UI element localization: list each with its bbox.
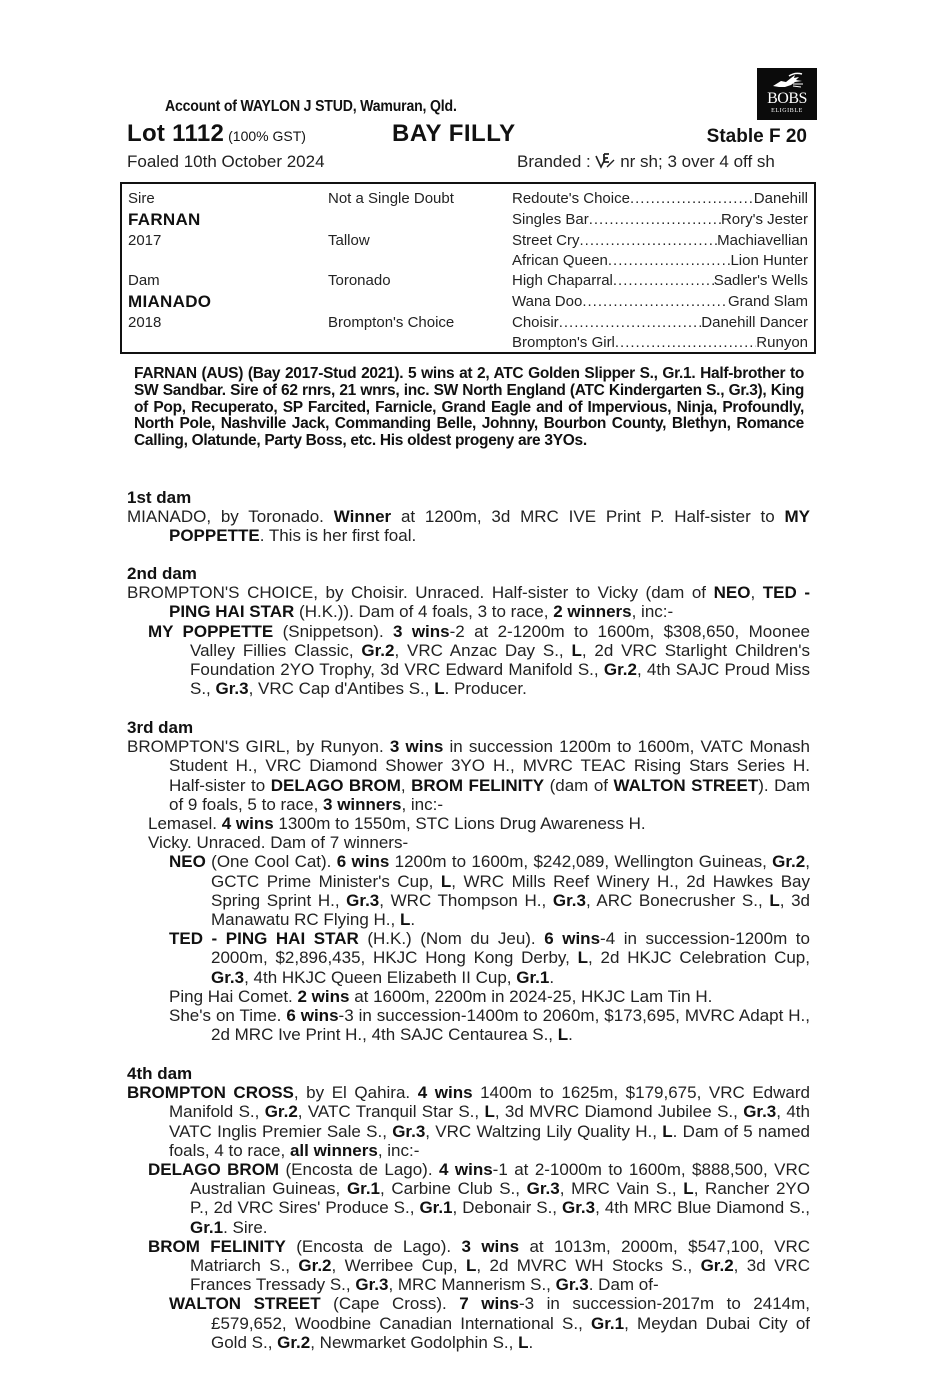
section-heading: 3rd dam [127,718,194,737]
grandparent-row [512,334,808,351]
pedigree-paragraph: BROMPTON'S CHOICE, by Choisir. Unraced. Half-sister to Vicky (dam of NEO, TED - PING HAI STAR (H.K.)). Dam of 4 foals, 3 to race, 2 winners, inc:- [127,583,810,622]
dam-section-3 [127,718,810,1044]
horse-head-icon [769,72,805,92]
lot-label: Lot 1112 [127,120,225,147]
grandparent-row [512,272,808,289]
dam-section-4 [127,1064,810,1352]
grandparent-name: Redoute's Choice [512,190,630,207]
gst-note: (100% GST) [228,128,306,144]
grandparent-row [512,211,808,228]
pedigree-paragraph: MY POPPETTE (Snippetson). 3 wins-2 at 2-1200m to 1600m, $308,650, Moonee Valley Fillies Classic, Gr.2, VRC Anzac Day S., L, 2d VRC Starlight Children's Foundation 2YO Trophy, 3d VRC Edward Manifold S., Gr.2, 4th SAJC Proud Miss S., Gr.3, VRC Cap d'Antibes S., L. Producer. [148,621,811,699]
grandparent-sire: Danehill [753,190,808,207]
grandparent-name: Street Cry [512,232,580,249]
dam-paragraphs [127,507,810,545]
bobs-eligible-logo [757,68,817,120]
dam-paragraphs [127,583,810,698]
leader-dots [589,211,721,228]
grandparent-sire: Grand Slam [727,293,808,310]
dam-year: 2018 [128,314,162,331]
sire-summary: FARNAN (AUS) (Bay 2017-Stud 2021). 5 wins at 2, ATC Golden Slipper S., Gr.1. Half-brother to SW Sandbar. Sire of 62 rnrs, 21 wnrs, inc. SW North England (ATC Kindergarten S., Gr.3), King of Pop, Recuperato, SP Farcited, Farnicle, Grand Eagle and of Impervious, Ninja, Profoundly, North Pole, Nashville Jack, Commanding Belle, Johnny, Bourbon County, Blethyn, Romance Calling, Olatunde, Party Boss, etc. His oldest progeny are 3YOs. [134,365,804,450]
grandparent-name: Brompton's Girl [512,334,615,351]
grandparent-sire: Machiavellian [717,232,808,249]
dam-label: Dam [128,272,160,289]
grandparent-row [512,232,808,249]
pedigree-paragraph: BROMPTON CROSS, by El Qahira. 4 wins 1400m to 1625m, $179,675, VRC Edward Manifold S., Gr.2, VATC Tranquil Star S., L, 3d MVRC Diamond Jubilee S., Gr.3, 4th VATC Inglis Premier Sale S., Gr.3, VRC Waltzing Lily Quality H., L. Dam of 5 named foals, 4 to race, all winners, inc:- [127,1083,811,1160]
leader-dots [559,314,702,331]
grandparent-sire: Sadler's Wells [713,272,808,289]
pedigree-paragraph: She's on Time. 6 wins-3 in succession-1400m to 2060m, $173,695, MVRC Adapt H., 2d MRC Ive Print H., 4th SAJC Centaurea S., L. [169,1006,810,1045]
grandparent-row [512,190,808,207]
branded-info [517,152,775,172]
grandparent-sire: Danehill Dancer [701,314,808,331]
leader-dots [582,293,728,310]
dam-dam: Brompton's Choice [328,314,455,331]
brand-mark-icon [595,153,615,169]
stable-location: Stable F 20 [706,126,807,147]
grandparent-name: Choisir [512,314,559,331]
grandparent-row [512,252,808,269]
branded-detail: nr sh; 3 over 4 off sh [620,152,775,171]
sire-name: FARNAN [128,210,201,229]
section-heading: 4th dam [127,1064,193,1083]
leader-dots [630,190,754,207]
section-heading: 2nd dam [127,564,197,583]
leader-dots [615,334,756,351]
grandparent-row [512,293,808,310]
grandparent-name: Singles Bar [512,211,589,228]
grandparent-sire: Runyon [756,334,808,351]
grandparent-sire: Rory's Jester [720,211,808,228]
sire-sire: Not a Single Doubt [328,190,454,207]
grandparent-sire: Lion Hunter [730,252,808,269]
logo-subtitle: ELIGIBLE [771,108,803,114]
pedigree-paragraph: MIANADO, by Toronado. Winner at 1200m, 3d MRC IVE Print P. Half-sister to MY POPPETTE. This is her first foal. [127,507,810,546]
dam-paragraphs [127,1083,810,1352]
lot-header [127,120,810,150]
pedigree-paragraph: BROMPTON'S GIRL, by Runyon. 3 wins in succession 1200m to 1600m, VATC Monash Student H., VRC Diamond Shower 3YO H., MVRC TEAC Rising Stars Series H. Half-sister to DELAGO BROM, BROM FELINITY (dam of WALTON STREET). Dam of 9 foals, 5 to race, 3 winners, inc:- [127,737,810,814]
pedigree-paragraph: Vicky. Unraced. Dam of 7 winners- [148,833,409,853]
pedigree-paragraph: Lemasel. 4 wins 1300m to 1550m, STC Lions Drug Awareness H. [148,814,646,834]
dam-name: MIANADO [128,292,212,311]
logo-title: BOBS [767,90,807,107]
foaled-date: Foaled 10th October 2024 [127,152,325,171]
sire-year: 2017 [128,232,162,249]
dam-section-2 [127,564,810,698]
grandparent-name: High Chaparral [512,272,613,289]
sire-label: Sire [128,190,155,207]
sire-dam: Tallow [328,232,370,249]
branded-label: Branded : [517,152,591,171]
dam-sire: Toronado [328,272,391,289]
horse-sex-colour: BAY FILLY [392,120,516,147]
pedigree-paragraph: Ping Hai Comet. 2 wins at 1600m, 2200m in 2024-25, HKJC Lam Tin H. [169,986,713,1006]
dam-paragraphs [127,737,810,1044]
pedigree-paragraph: TED - PING HAI STAR (H.K.) (Nom du Jeu). 6 wins-4 in succession-1200m to 2000m, $2,896,435, HKJC Hong Kong Derby, L, 2d HKJC Celebration Cup, Gr.3, 4th HKJC Queen Elizabeth II Cup, Gr.1. [169,929,810,987]
grandparent-name: Wana Doo [512,293,583,310]
leader-dots [613,272,714,289]
pedigree-paragraph: BROM FELINITY (Encosta de Lago). 3 wins at 1013m, 2000m, $547,100, VRC Matriarch S., Gr.2, Werribee Cup, L, 2d MVRC WH Stocks S., Gr.2, 3d VRC Frances Tressady S., Gr.3, MRC Mannerism S., Gr.3. Dam of- [148,1236,811,1295]
lot-number [127,120,306,148]
pedigree-paragraph: DELAGO BROM (Encosta de Lago). 4 wins-1 at 2-1000m to 1600m, $888,500, VRC Australian Guineas, Gr.1, Carbine Club S., Gr.3, MRC Vain S., L, Rancher 2YO P., 2d VRC Sires' Produce S., Gr.1, Debonair S., Gr.3, 4th MRC Blue Diamond S., Gr.1. Sire. [148,1160,811,1237]
leader-dots [608,252,731,269]
dam-section-1 [127,488,810,546]
pedigree-table [120,182,816,354]
section-heading: 1st dam [127,488,192,507]
grandparent-row [512,314,808,331]
grandparent-name: African Queen [512,252,608,269]
pedigree-paragraph: NEO (One Cool Cat). 6 wins 1200m to 1600m, $242,089, Wellington Guineas, Gr.2, GCTC Prime Minister's Cup, L, WRC Mills Reef Winery H., 2d Hawkes Bay Spring Sprint H., Gr.3, WRC Thompson H., Gr.3, ARC Bonecrusher S., L, 3d Manawatu RC Flying H., L. [169,852,810,930]
account-line: Account of WAYLON J STUD, Wamuran, Qld. [165,98,457,115]
pedigree-paragraph: WALTON STREET (Cape Cross). 7 wins-3 in succession-2017m to 2414m, £579,652, Woodbine Canadian International S., Gr.1, Meydan Dubai City of Gold S., Gr.2, Newmarket Godolphin S., L. [169,1294,811,1352]
leader-dots [580,232,718,249]
